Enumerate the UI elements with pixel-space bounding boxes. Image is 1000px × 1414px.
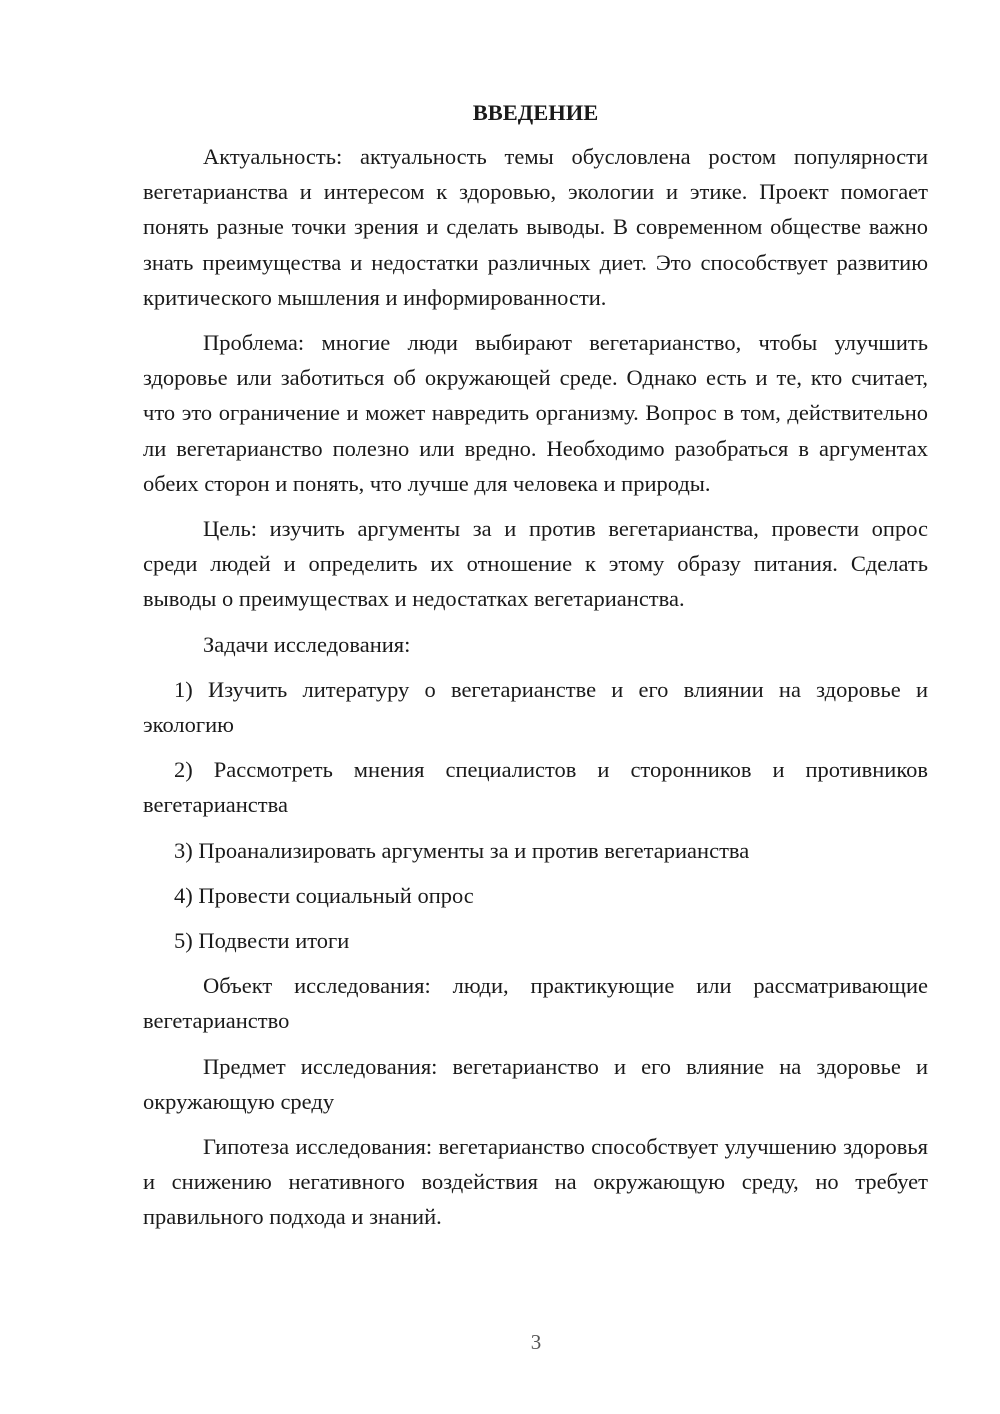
paragraph-tasks-heading: Задачи исследования: [203,631,411,657]
paragraph-problem: Проблема: многие люди выбирают вегетарианство, чтобы улучшить здоровье или заботиться об окружающей среде. Однако есть и те, кто считает, что это ограничение и может навредить организму. Вопрос в том, действительно ли вегетарианство полезно или вредно. Необходимо разобраться в аргументах обеих сторон и понять, что лучше для человека и природы. [143,330,928,496]
page-content [143,95,928,1245]
paragraph-object: Объект исследования: люди, практикующие или рассматривающие вегетарианство [143,973,928,1034]
paragraph-relevance: Актуальность: актуальность темы обусловлена ростом популярности вегетарианства и интересом к здоровью, экологии и этике. Проект помогает понять разные точки зрения и сделать выводы. В современном обществе важно знать преимущества и недостатки различных диет. Это способствует развитию критического мышления и информированности. [143,144,928,310]
task-item-5: 5) Подвести итоги [174,928,350,954]
task-item-4: 4) Провести социальный опрос [174,882,474,908]
section-heading: ВВЕДЕНИЕ [472,100,599,125]
tasks-list [143,672,928,958]
paragraph-subject: Предмет исследования: вегетарианство и его влияние на здоровье и окружающую среду [143,1053,928,1114]
task-item-3: 3) Проанализировать аргументы за и против вегетарианства [174,837,750,863]
paragraph-hypothesis: Гипотеза исследования: вегетарианство способствует улучшению здоровья и снижению негативного воздействия на окружающую среду, но требует правильного подхода и знаний. [143,1134,928,1230]
paragraph-goal: Цель: изучить аргументы за и против вегетарианства, провести опрос среди людей и определить их отношение к этому образу питания. Сделать выводы о преимуществах и недостатках вегетарианства. [143,516,928,612]
task-item-2: 2) Рассмотреть мнения специалистов и сторонников и противников вегетарианства [143,757,928,818]
page-number: 3 [530,1330,542,1354]
task-item-1: 1) Изучить литературу о вегетарианстве и его влиянии на здоровье и экологию [143,676,928,738]
